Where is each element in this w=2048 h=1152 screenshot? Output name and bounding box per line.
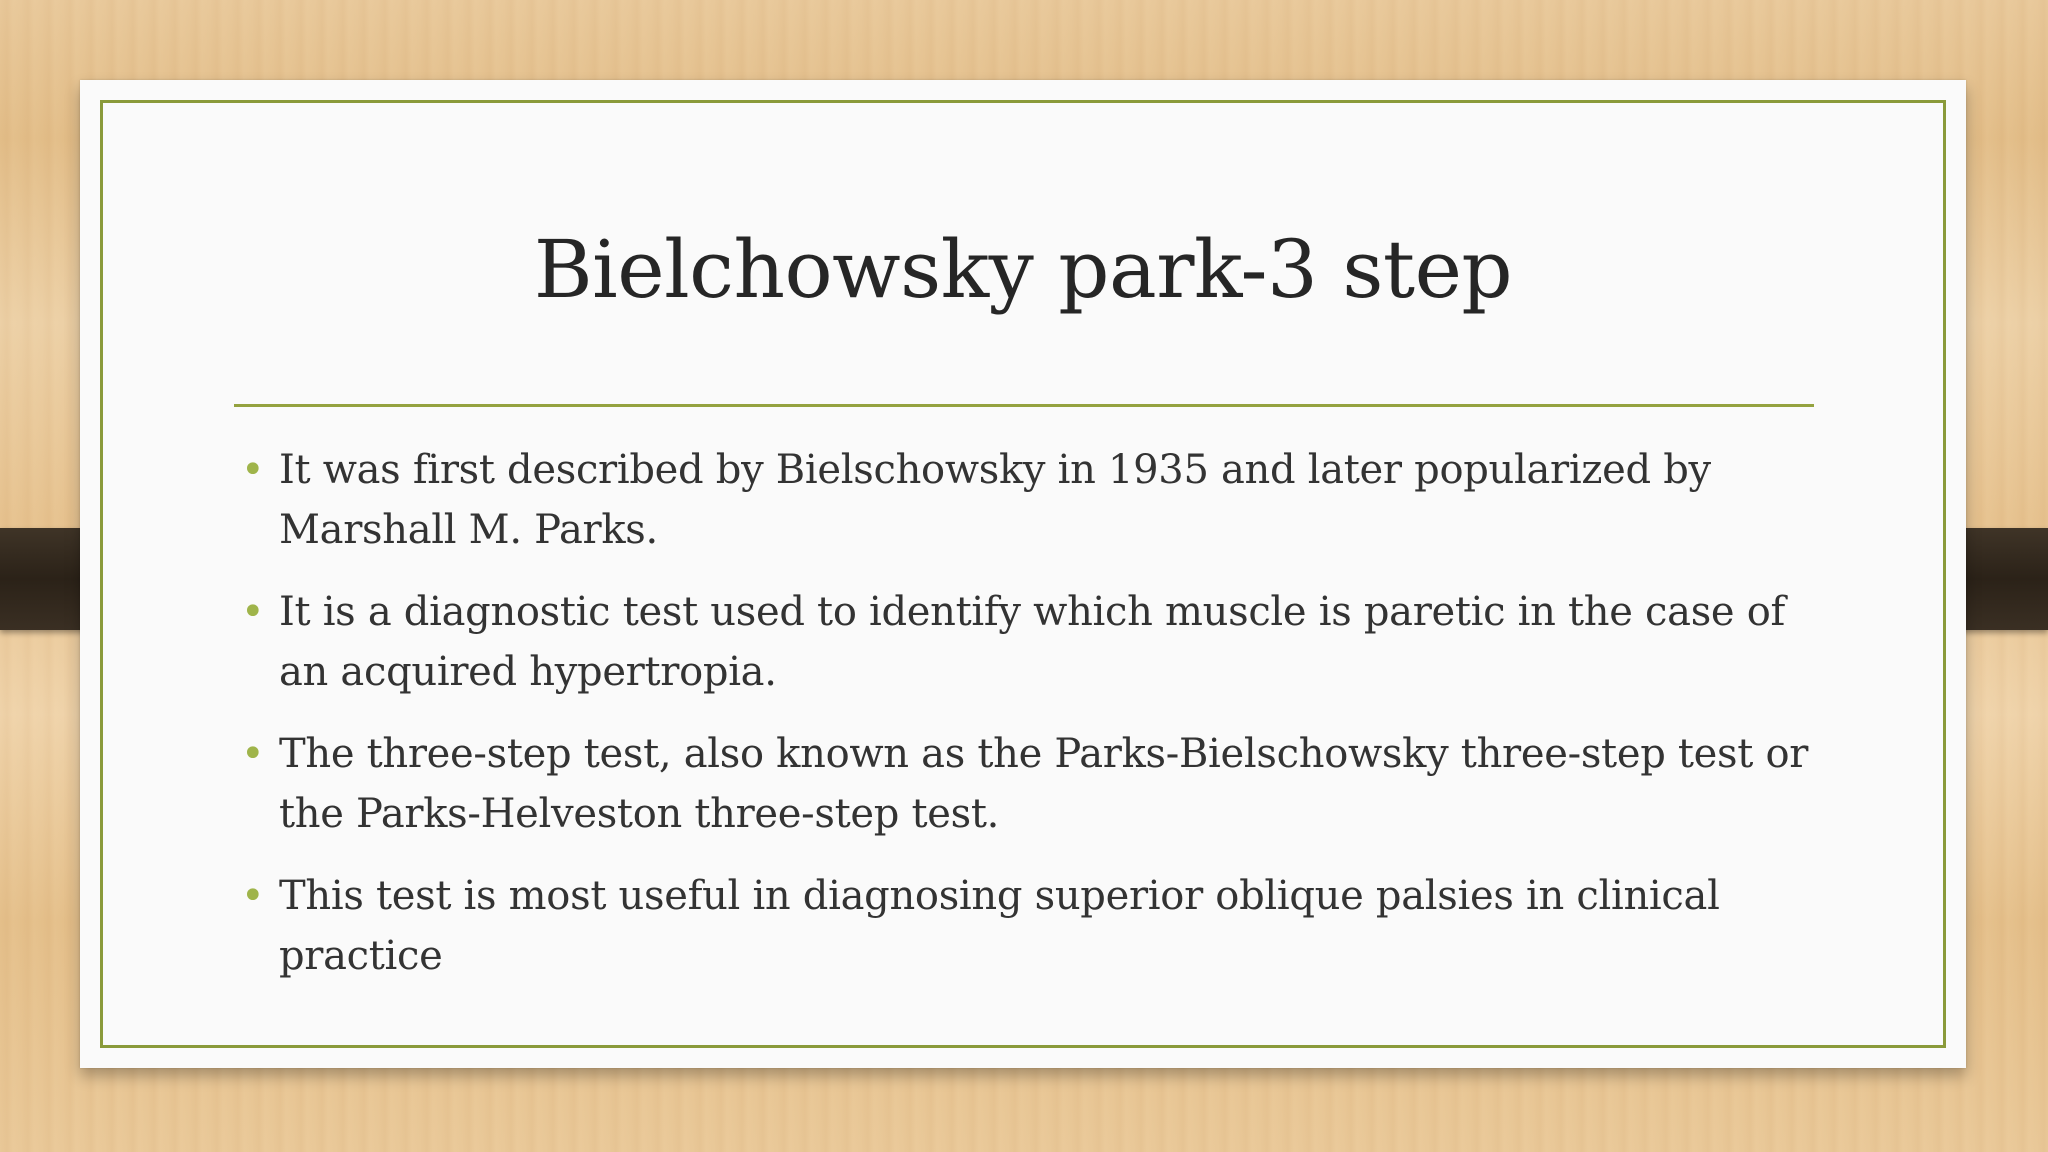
slide <box>80 80 1966 1068</box>
bullet-item <box>235 866 1835 986</box>
bullet-text: The three-step test, also known as the Parks-Bielschowsky three-step test or the Parks-Helveston three-step test. <box>279 731 1809 837</box>
bullet-icon: • <box>241 447 265 493</box>
bullet-item <box>235 440 1835 560</box>
bullet-icon: • <box>241 873 265 919</box>
bullet-icon: • <box>241 589 265 635</box>
bullet-text: It was first described by Bielschowsky in 1935 and later popularized by Marshall M. Parks. <box>279 447 1711 553</box>
bullet-icon: • <box>241 731 265 777</box>
bullet-text: It is a diagnostic test used to identify which muscle is paretic in the case of an acquired hypertropia. <box>279 589 1786 695</box>
bullet-item <box>235 582 1835 702</box>
title-divider <box>234 404 1814 407</box>
slide-title: Bielchowsky park-3 step <box>533 223 1513 316</box>
bullet-list <box>235 440 1835 1008</box>
bullet-item <box>235 724 1835 844</box>
bullet-text: This test is most useful in diagnosing superior oblique palsies in clinical practice <box>279 873 1720 979</box>
